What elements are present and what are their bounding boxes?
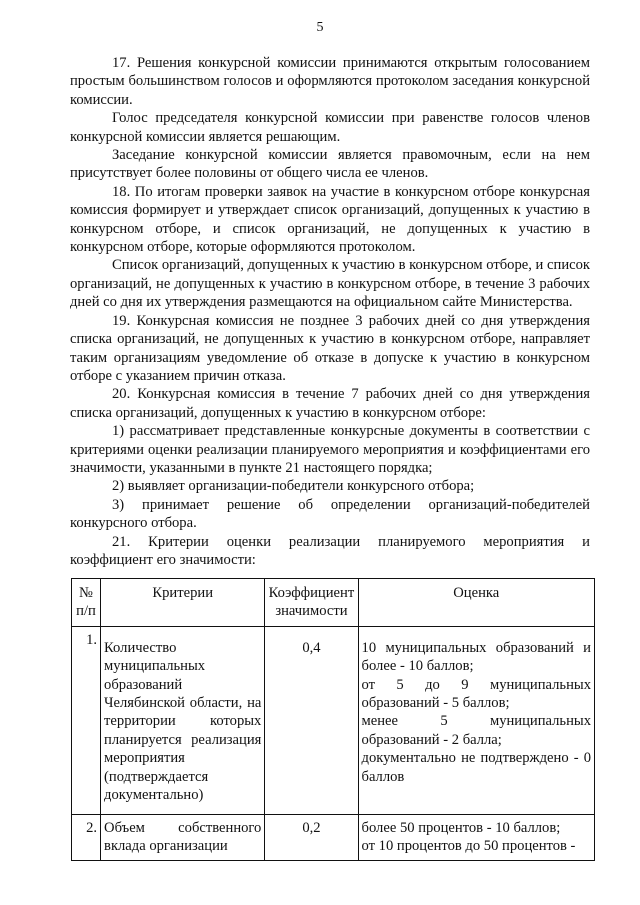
paragraph-17: 17. Решения конкурсной комиссии принимаются открытым голосованием простым большинством голосов и оформляются протоколом заседания конкурсной комиссии. [70, 55, 590, 108]
header-num: № п/п [72, 579, 101, 627]
score-line: документально не подтверждено - 0 баллов [361, 750, 591, 785]
paragraph-19: 19. Конкурсная комиссия не позднее 3 рабочих дней со дня утверждения списка организаций, не допущенных к участию в конкурсном отборе, направляет таким организациям уведомление об отказе в допуске к участию в конкурсном отборе с указанием причин отказа. [70, 312, 590, 384]
paragraph-quorum: Заседание конкурсной комиссии является правомочным, если на нем присутствует более половины от общего числа ее членов. [70, 147, 590, 182]
row-coefficient: 0,2 [265, 815, 358, 861]
score-line: от 10 процентов до 50 процентов - [361, 838, 576, 855]
criteria-table [71, 578, 595, 861]
paragraph-20: 20. Конкурсная комиссия в течение 7 рабочих дней со дня утверждения списка организаций, допущенных к участию в конкурсном отборе: [70, 386, 590, 421]
row-num: 2. [72, 815, 101, 861]
row-score [358, 626, 594, 814]
paragraph-lists-publication: Список организаций, допущенных к участию в конкурсном отборе, и список организаций, не допущенных к участию в конкурсном отборе, в течение 3 рабочих дней со дня их утверждения размещаются на официальном сайте Министерства. [70, 257, 590, 311]
row-coefficient: 0,4 [265, 626, 358, 814]
paragraph-20-item-1: 1) рассматривает представленные конкурсные документы в соответствии с критериями оценки реализации планируемого мероприятия и коэффициентами его значимости, указанными в пункте 21 настоящего порядка; [70, 423, 590, 476]
score-line: от 5 до 9 муниципальных образований - 5 баллов; [361, 676, 591, 712]
document-body [70, 54, 590, 569]
paragraph-chairman-vote: Голос председателя конкурсной комиссии при равенстве голосов членов конкурсной комиссии является решающим. [70, 110, 590, 145]
header-coefficient: Коэффициент значимости [265, 579, 358, 627]
row-num: 1. [72, 626, 101, 814]
paragraph-20-item-3: 3) принимает решение об определении организаций-победителей конкурсного отбора. [70, 496, 590, 532]
paragraph-20-item-2: 2) выявляет организации-победители конкурсного отбора; [112, 478, 475, 495]
score-line: более 50 процентов - 10 баллов; [361, 820, 561, 837]
header-criteria: Критерии [101, 579, 265, 627]
score-line: менее 5 муниципальных образований - 2 балла; [361, 713, 591, 748]
table-row [72, 815, 595, 861]
row-score [358, 815, 594, 861]
page-number: 5 [316, 20, 324, 35]
table-row [72, 626, 595, 814]
paragraph-18: 18. По итогам проверки заявок на участие в конкурсном отборе конкурсная комиссия формирует и утверждает список организаций, допущенных к участию в конкурсном отборе, и список организаций, не допущенных к участию в конкурсном отборе, которые оформляются протоколом. [70, 183, 590, 256]
score-line: 10 муниципальных образований и более - 10 баллов; [361, 639, 591, 675]
row-criteria: Количество муниципальных образований Челябинской области, на территории которых планируется реализация мероприятия (подтверждается документально) [101, 626, 265, 814]
header-score: Оценка [358, 579, 594, 627]
table-header-row [72, 579, 595, 627]
paragraph-21: 21. Критерии оценки реализации планируемого мероприятия и коэффициент его значимости: [70, 533, 590, 568]
row-criteria: Объем собственного вклада организации [101, 815, 265, 861]
